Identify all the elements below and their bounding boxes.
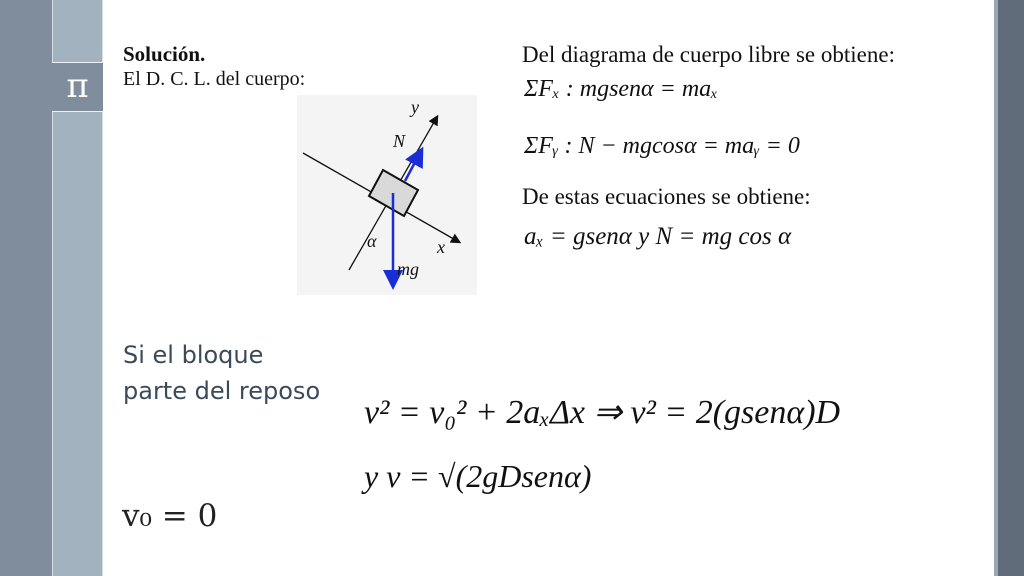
fbd-intro-text: Del diagrama de cuerpo libre se obtiene: <box>522 42 895 67</box>
rest-condition-text: Si el bloque parte del reposo <box>123 341 321 405</box>
y-label: y <box>411 97 419 117</box>
equation-results: aₓ = gsenα y N = mg cos α <box>524 223 792 250</box>
equation-sum-fx: ΣFₓ : mgsenα = maₓ <box>524 76 719 102</box>
pi-badge <box>52 62 103 112</box>
kinematics-equation: v² = v₀² + 2aₓΔx ⇒ v² = 2(gsenα)D <box>364 394 841 431</box>
x-label: x <box>437 237 445 257</box>
pi-icon: π <box>66 66 89 106</box>
velocity-result-equation: y v = √(2gDsenα) <box>364 458 592 494</box>
mg-label: mg <box>397 259 419 279</box>
solution-title: Solución. <box>123 42 206 66</box>
left-decor-stripe <box>0 0 52 576</box>
free-body-diagram <box>297 95 477 295</box>
initial-velocity-equation: v₀ = 0 <box>122 498 218 534</box>
right-decor-stripe <box>998 0 1024 576</box>
n-label: N <box>393 131 406 151</box>
solution-subtitle: El D. C. L. del cuerpo: <box>123 68 306 90</box>
alpha-label: α <box>367 231 377 251</box>
equation-sum-fy: ΣFᵧ : N − mgcosα = maᵧ = 0 <box>524 133 800 159</box>
derive-text: De estas ecuaciones se obtiene: <box>522 184 811 209</box>
